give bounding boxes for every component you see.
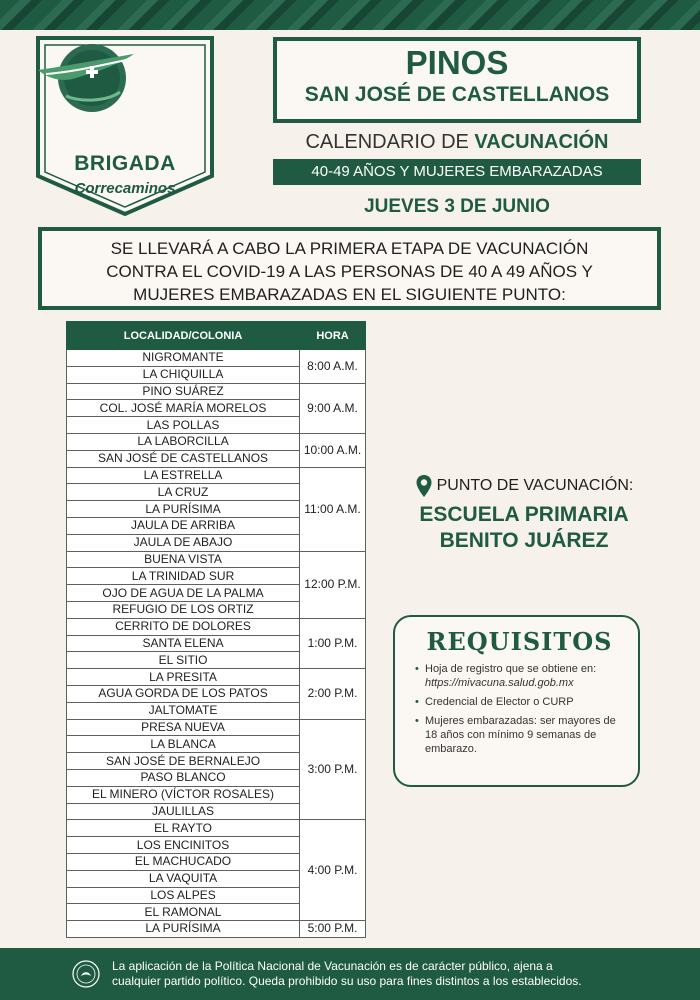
schedule-table (66, 321, 366, 938)
locality-cell: LOS ALPES (67, 887, 300, 904)
locality-cell: BUENA VISTA (67, 551, 300, 568)
place-name: SAN JOSÉ DE CASTELLANOS (304, 83, 610, 106)
locality-cell: LA LABORCILLA (67, 433, 300, 450)
location-label: PUNTO DE VACUNACIÓN: (436, 477, 634, 494)
table-row (67, 383, 366, 400)
locality-cell: LA VAQUITA (67, 870, 300, 887)
school-name-line: ESCUELA PRIMARIA (419, 503, 629, 526)
table-row (67, 350, 366, 367)
locality-cell: JAULA DE ARRIBA (67, 517, 300, 534)
vaccination-point (388, 474, 660, 554)
brigada-badge (36, 36, 214, 216)
map-pin-icon (415, 474, 433, 498)
notice-line: MUJERES EMBARAZADAS EN EL SIGUIENTE PUNTO: (133, 285, 566, 304)
locality-cell: EL MINERO (VÍCTOR ROSALES) (67, 786, 300, 803)
time-cell: 11:00 A.M. (300, 467, 366, 551)
locality-cell: JAULA DE ABAJO (67, 534, 300, 551)
calendar-title (273, 129, 641, 155)
locality-cell: LOS ENCINITOS (67, 837, 300, 854)
locality-cell: EL MACHUCADO (67, 853, 300, 870)
roadrunner-logo-icon (36, 36, 140, 120)
footer-line: cualquier partido político. Queda prohibido su uso para fines distintos a los establecidos. (112, 974, 582, 988)
age-group-banner: 40-49 AÑOS Y MUJERES EMBARAZADAS (273, 159, 641, 185)
time-cell: 9:00 A.M. (300, 383, 366, 433)
footer-line: La aplicación de la Política Nacional de Vacunación es de carácter público, ajena a (112, 959, 553, 973)
table-row (67, 467, 366, 484)
schedule-body (67, 350, 366, 938)
event-date: JUEVES 3 DE JUNIO (364, 196, 550, 217)
school-name (388, 502, 660, 554)
footer-disclaimer (112, 959, 582, 989)
time-cell: 4:00 P.M. (300, 820, 366, 921)
locality-cell: LA PURÍSIMA (67, 921, 300, 938)
requirement-text: Hoja de registro que se obtiene en: (425, 663, 597, 675)
notice-line: SE LLEVARÁ A CABO LA PRIMERA ETAPA DE VACUNACIÓN (110, 239, 589, 258)
notice-box (38, 227, 661, 310)
table-row (67, 433, 366, 450)
time-header: HORA (300, 322, 366, 350)
requirements-box (393, 615, 640, 787)
locality-header: LOCALIDAD/COLONIA (67, 322, 300, 350)
badge-title: BRIGADA (74, 152, 176, 175)
locality-cell: LAS POLLAS (67, 417, 300, 434)
locality-cell: EL SITIO (67, 652, 300, 669)
calendar-bold: VACUNACIÓN (474, 131, 609, 153)
locality-cell: PINO SUÁREZ (67, 383, 300, 400)
locality-cell: LA ESTRELLA (67, 467, 300, 484)
locality-cell: LA CHIQUILLA (67, 366, 300, 383)
table-row (67, 820, 366, 837)
locality-cell: LA PRESITA (67, 669, 300, 686)
locality-cell: REFUGIO DE LOS ORTIZ (67, 601, 300, 618)
locality-cell: PASO BLANCO (67, 769, 300, 786)
table-header-row (67, 322, 366, 350)
table-row (67, 719, 366, 736)
locality-cell: NIGROMANTE (67, 350, 300, 367)
locality-cell: SAN JOSÉ DE CASTELLANOS (67, 450, 300, 467)
time-cell: 5:00 P.M. (300, 921, 366, 938)
table-row (67, 551, 366, 568)
requirement-item (415, 662, 624, 690)
time-cell: 12:00 P.M. (300, 551, 366, 618)
locality-cell: JAULILLAS (67, 803, 300, 820)
decorative-top-band (0, 0, 700, 30)
locality-cell: LA BLANCA (67, 736, 300, 753)
locality-cell: PRESA NUEVA (67, 719, 300, 736)
requirement-item: • Credencial de Elector o CURP (415, 695, 624, 709)
time-cell: 2:00 P.M. (300, 669, 366, 719)
locality-cell: COL. JOSÉ MARÍA MORELOS (67, 400, 300, 417)
locality-cell: LA CRUZ (67, 484, 300, 501)
locality-cell: EL RAMONAL (67, 904, 300, 921)
locality-cell: CERRITO DE DOLORES (67, 618, 300, 635)
badge-subtitle: Correcaminos (74, 180, 176, 197)
government-seal-icon (72, 960, 100, 988)
locality-cell: JALTOMATE (67, 702, 300, 719)
locality-cell: AGUA GORDA DE LOS PATOS (67, 685, 300, 702)
time-cell: 8:00 A.M. (300, 350, 366, 384)
locality-cell: LA PURÍSIMA (67, 501, 300, 518)
town-name: PINOS (405, 44, 509, 81)
requirements-title: REQUISITOS (426, 627, 613, 656)
table-row (67, 618, 366, 635)
time-cell: 10:00 A.M. (300, 433, 366, 467)
registration-link[interactable]: https://mivacuna.salud.gob.mx (425, 677, 574, 689)
locality-cell: SAN JOSÉ DE BERNALEJO (67, 753, 300, 770)
locality-cell: LA TRINIDAD SUR (67, 568, 300, 585)
notice-line: CONTRA EL COVID-19 A LAS PERSONAS DE 40 A 49 AÑOS Y (106, 262, 593, 281)
table-row (67, 921, 366, 938)
locality-cell: EL RAYTO (67, 820, 300, 837)
locality-cell: SANTA ELENA (67, 635, 300, 652)
school-name-line: BENITO JUÁREZ (439, 529, 609, 552)
locality-cell: OJO DE AGUA DE LA PALMA (67, 585, 300, 602)
footer (0, 948, 700, 1000)
requirements-list (415, 662, 624, 756)
table-row (67, 669, 366, 686)
time-cell: 1:00 P.M. (300, 618, 366, 668)
calendar-prefix: CALENDARIO DE (305, 131, 475, 153)
header-box (273, 37, 641, 123)
location-label-row (388, 474, 660, 498)
requirement-item: • Mujeres embarazadas: ser mayores de 18 años con mínimo 9 semanas de embarazo. (415, 714, 624, 756)
time-cell: 3:00 P.M. (300, 719, 366, 820)
